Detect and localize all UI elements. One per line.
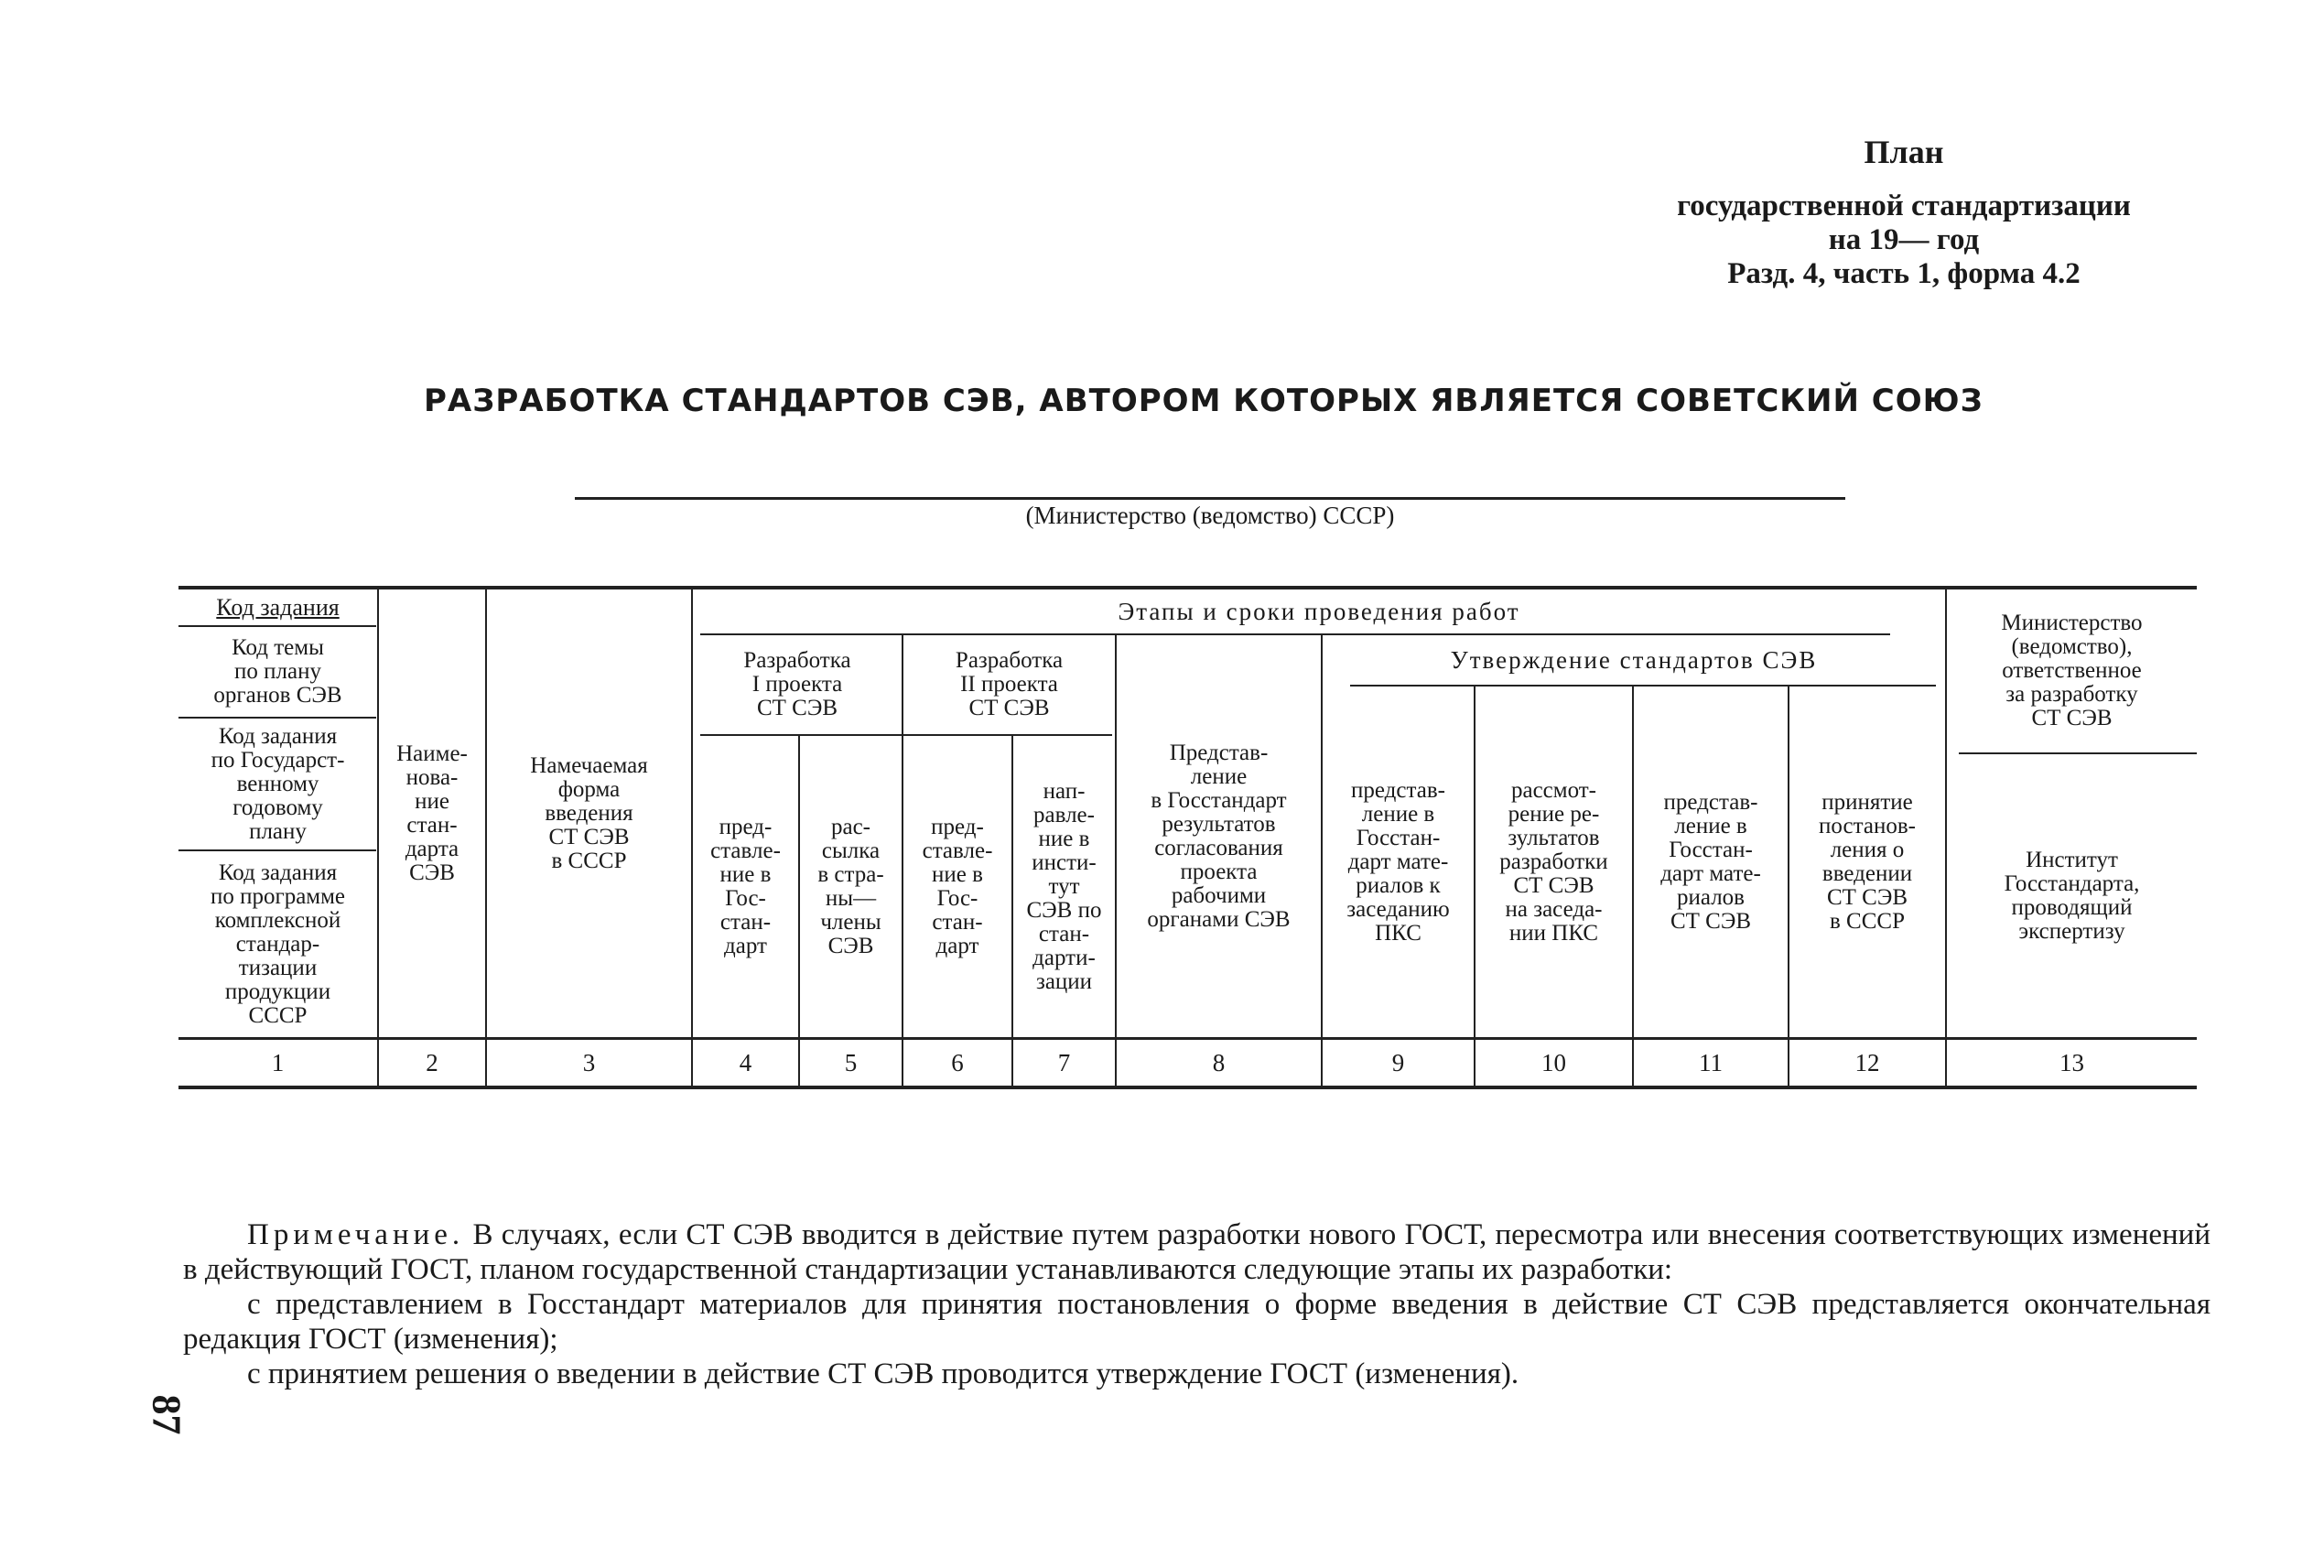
col-number: 1	[271, 1049, 285, 1076]
stages-header: Этапы и сроки проведения работ	[1118, 598, 1520, 625]
plan-title: План	[1864, 134, 1944, 170]
responsible-ministry-header: Министерство (ведомство), ответственное за разработку СТ СЭВ	[2001, 611, 2143, 730]
code-task-heading: Код задания	[216, 593, 340, 621]
note-paragraph-1: В случаях, если СТ СЭВ вводится в действие путем разработки нового ГОСТ, пересмотра или внесения соответствующих изменений в действующий ГОСТ, планом государственной стандартизации устанавливаются следующие этапы их разработки:	[183, 1218, 2211, 1286]
col-number: 9	[1391, 1049, 1405, 1076]
col-number: 12	[1854, 1049, 1880, 1076]
approval-header: Утверждение стандартов СЭВ	[1450, 646, 1818, 674]
col-5-header: рас- сылка в стра- ны— члены СЭВ	[817, 814, 884, 958]
col-number: 2	[426, 1049, 438, 1076]
program-code-cell: Код задания по программе комплексной стандар- тизации продукции СССР	[210, 860, 346, 1028]
plan-line-2: на 19— год	[1828, 223, 1980, 256]
col-number: 7	[1057, 1049, 1071, 1076]
col-number: 10	[1541, 1049, 1566, 1076]
note-paragraph-2: с представлением в Госстандарт материалов для принятия постановления о форме введения в действие СТ СЭВ представляется окончательная редакция ГОСТ (изменения);	[183, 1288, 2211, 1356]
col-10-header: рассмот- рение ре- зультатов разработки СТ СЭВ на заседа- нии ПКС	[1499, 777, 1608, 946]
introduction-form-header: Намечаемая форма введения СТ СЭВ в СССР	[530, 753, 648, 873]
expert-institute-header: Институт Госстандарта, проводящий экспертизу	[2004, 847, 2140, 944]
col-number: 11	[1699, 1049, 1723, 1076]
note-lead: Примечание.	[247, 1218, 465, 1251]
col-number: 13	[2059, 1049, 2084, 1076]
page-number: 87	[144, 1394, 189, 1435]
col-6-header: пред- ставле- ние в Гос- стан- дарт	[922, 814, 993, 958]
col-9-header: представ- ление в Госстан- дарт мате- риалов к заседанию ПКС	[1346, 777, 1450, 946]
ministry-caption: (Министерство (ведомство) СССР)	[1025, 502, 1395, 529]
note-paragraph-3: с принятием решения о введении в действие СТ СЭВ проводится утверждение ГОСТ (изменения).	[247, 1357, 1519, 1390]
col-number: 4	[739, 1049, 752, 1076]
col-8-header: Представ- ление в Госстандарт результатов согласования проекта рабочими органами СЭВ	[1147, 740, 1291, 932]
dev-project-1-header: Разработка I проекта СТ СЭВ	[743, 648, 851, 720]
col-4-header: пред- ставле- ние в Гос- стан- дарт	[710, 814, 781, 958]
col-12-header: принятие постанов- ления о введении СТ СЭВ в СССР	[1819, 789, 1916, 934]
plan-line-1: государственной стандартизации	[1677, 189, 2131, 222]
topic-code-cell: Код темы по плану органов СЭВ	[213, 635, 342, 708]
col-number: 6	[951, 1049, 964, 1076]
col-7-header: нап- равле- ние в инсти- тут СЭВ по стан- дарти- зации	[1026, 778, 1102, 994]
document-title: РАЗРАБОТКА СТАНДАРТОВ СЭВ, АВТОРОМ КОТОРЫХ ЯВЛЯЕТСЯ СОВЕТСКИЙ СОЮЗ	[424, 383, 1984, 419]
col-number: 5	[844, 1049, 858, 1076]
notes-block	[183, 1217, 2211, 1391]
standard-name-header: Наиме- нова- ние стан- дарта СЭВ	[396, 741, 468, 885]
plan-line-3: Разд. 4, часть 1, форма 4.2	[1727, 257, 2081, 290]
col-11-header: представ- ление в Госстан- дарт мате- риалов СТ СЭВ	[1660, 789, 1761, 934]
dev-project-2-header: Разработка II проекта СТ СЭВ	[955, 648, 1064, 720]
col-number: 8	[1212, 1049, 1226, 1076]
col-number: 3	[582, 1049, 596, 1076]
table-bottom-rule	[178, 1086, 2197, 1089]
state-plan-code-cell: Код задания по Государст- венному годовому плану	[211, 723, 345, 844]
